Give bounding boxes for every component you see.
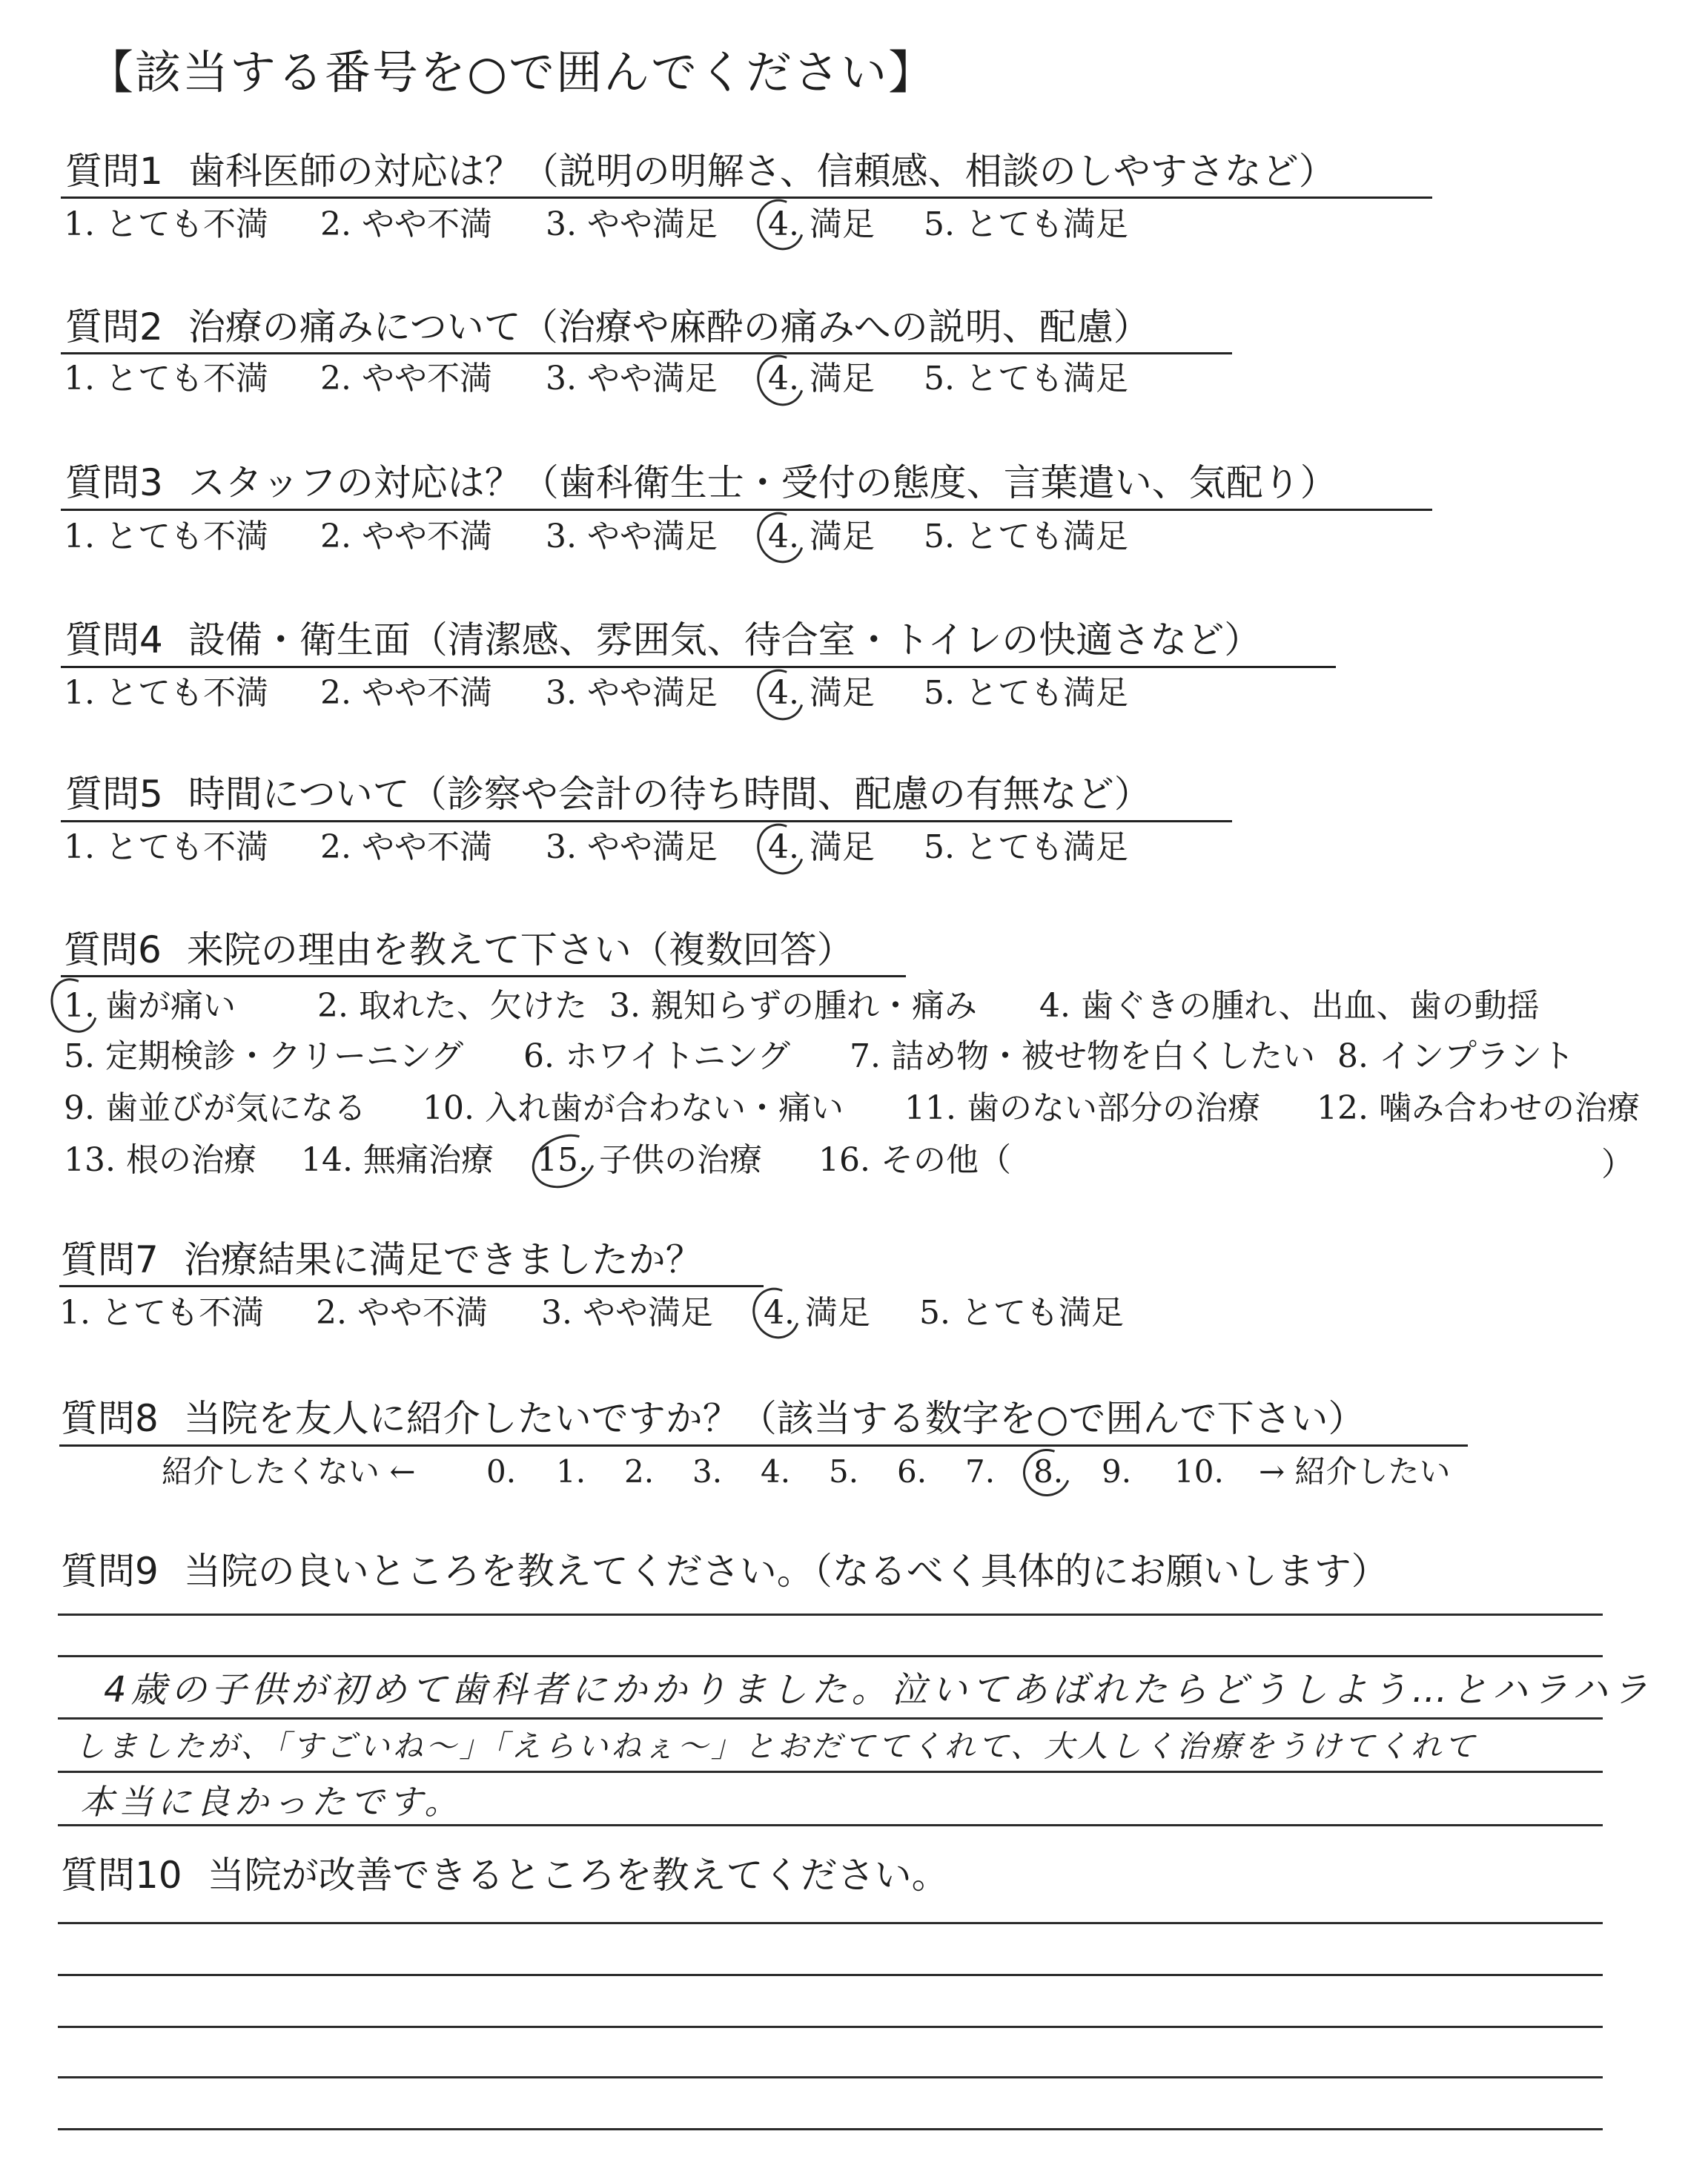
question-6-text: 来院の理由を教えて下さい（複数回答） [186, 928, 854, 971]
question-2-label: 質問2 [65, 305, 163, 349]
q10-answer-line-4 [58, 2076, 1603, 2078]
question-2-underline [61, 352, 1232, 354]
q4-option-2[interactable]: 2. やや不満 [320, 674, 492, 712]
q8-score-0[interactable]: 0. [486, 1453, 517, 1490]
q6-option-2[interactable]: 2. 取れた、欠けた [317, 987, 587, 1025]
question-9-label: 質問9 [61, 1550, 159, 1593]
question-1-text: 歯科医師の対応は？（説明の明解さ、信頼感、相談のしやすさなど） [188, 150, 1336, 193]
q1-option-2[interactable]: 2. やや不満 [320, 205, 492, 243]
question-10-text: 当院が改善できるところを教えてください。 [207, 1854, 949, 1897]
question-5-label: 質問5 [65, 773, 163, 816]
q9-answer-text-2: しましたが、「すごいね～」「えらいねぇ～」とおだててくれて、大人しく治療をうけてくれて [74, 1728, 1478, 1764]
q5-selected-circle [749, 816, 812, 882]
q3-option-5[interactable]: 5. とても満足 [924, 518, 1128, 555]
q7-selected-circle [744, 1280, 808, 1347]
q7-option-4[interactable]: 4. 満足 [764, 1294, 870, 1332]
q10-answer-line-2 [58, 1974, 1603, 1976]
q6-option-6[interactable]: 6. ホワイトニング [523, 1037, 791, 1075]
question-8-underline [59, 1444, 1468, 1447]
q3-option-2[interactable]: 2. やや不満 [320, 518, 492, 555]
q9-answer-line-2 [58, 1655, 1603, 1657]
q6-selected-circle-1 [42, 971, 106, 1040]
q8-score-7[interactable]: 7. [965, 1453, 996, 1490]
q1-option-3[interactable]: 3. やや満足 [546, 205, 718, 243]
q9-answer-line-4 [58, 1771, 1603, 1773]
question-7-underline [59, 1285, 764, 1287]
q10-answer-line-1 [58, 1922, 1603, 1924]
q2-option-3[interactable]: 3. やや満足 [546, 360, 718, 397]
q6-option-11[interactable]: 11. 歯のない部分の治療 [904, 1089, 1260, 1127]
q5-option-4[interactable]: 4. 満足 [768, 828, 875, 866]
question-7-label: 質問7 [61, 1238, 159, 1281]
q9-answer-line-3 [58, 1717, 1603, 1720]
page-header: 【該当する番号を○で囲んでください】 [87, 45, 936, 99]
q7-option-3[interactable]: 3. やや満足 [541, 1294, 713, 1332]
q6-option-12[interactable]: 12. 噛み合わせの治療 [1317, 1089, 1640, 1127]
q9-answer-text-1: 4歳の子供が初めて歯科者にかかりました。泣いてあばれたらどうしよう…とハラハラ [104, 1669, 1652, 1711]
question-5 [65, 771, 1151, 817]
q1-selected-circle [749, 191, 812, 258]
q2-option-1[interactable]: 1. とても不満 [64, 360, 268, 397]
question-9-text: 当院の良いところを教えてください。（なるべく具体的にお願いします） [183, 1550, 1388, 1593]
q6-option-4[interactable]: 4. 歯ぐきの腫れ、出血、歯の動揺 [1039, 987, 1540, 1025]
q5-option-1[interactable]: 1. とても不満 [64, 828, 268, 866]
question-8-label: 質問8 [61, 1397, 159, 1440]
q3-option-4[interactable]: 4. 満足 [768, 518, 875, 555]
question-1-underline [61, 196, 1432, 199]
question-10 [61, 1852, 949, 1898]
q8-score-4[interactable]: 4. [761, 1453, 791, 1490]
q2-option-4[interactable]: 4. 満足 [768, 360, 875, 397]
q4-option-3[interactable]: 3. やや満足 [546, 674, 718, 712]
question-6-label: 質問6 [64, 928, 162, 971]
question-3 [65, 460, 1337, 506]
q6-option-9[interactable]: 9. 歯並びが気になる [64, 1089, 366, 1127]
q7-option-1[interactable]: 1. とても不満 [59, 1294, 264, 1332]
question-4-underline [61, 666, 1336, 668]
q6-option-15[interactable]: 15. 子供の治療 [537, 1141, 762, 1179]
q1-option-5[interactable]: 5. とても満足 [924, 205, 1128, 243]
q6-other-close-paren: ） [1601, 1146, 1634, 1183]
q8-score-1[interactable]: 1. [556, 1453, 586, 1490]
q1-option-1[interactable]: 1. とても不満 [64, 205, 268, 243]
q8-score-2[interactable]: 2. [624, 1453, 655, 1490]
question-7-text: 治療結果に満足できましたか？ [183, 1238, 703, 1281]
q3-option-1[interactable]: 1. とても不満 [64, 518, 268, 555]
q5-option-3[interactable]: 3. やや満足 [546, 828, 718, 866]
question-3-label: 質問3 [65, 461, 163, 504]
q8-right-label: → 紹介したい [1259, 1453, 1451, 1490]
q6-option-1[interactable]: 1. 歯が痛い [64, 987, 236, 1025]
q5-option-2[interactable]: 2. やや不満 [320, 828, 492, 866]
q2-option-2[interactable]: 2. やや不満 [320, 360, 492, 397]
q6-option-3[interactable]: 3. 親知らずの腫れ・痛み [609, 987, 977, 1025]
question-2-text: 治療の痛みについて（治療や麻酔の痛みへの説明、配慮） [188, 305, 1151, 349]
q8-score-10[interactable]: 10. [1174, 1453, 1224, 1490]
question-8-text: 当院を友人に紹介したいですか？（該当する数字を○で囲んで下さい） [183, 1397, 1366, 1440]
question-5-underline [61, 820, 1232, 822]
question-1-label: 質問1 [65, 150, 163, 193]
q6-option-14[interactable]: 14. 無痛治療 [301, 1141, 494, 1179]
question-4-text: 設備・衛生面（清潔感、雰囲気、待合室・トイレの快適さなど） [188, 618, 1262, 661]
question-6 [64, 927, 854, 973]
q4-option-5[interactable]: 5. とても満足 [924, 674, 1128, 712]
question-3-text: スタッフの対応は？（歯科衛生士・受付の態度、言葉遣い、気配り） [188, 461, 1337, 504]
question-10-label: 質問10 [61, 1854, 182, 1897]
q8-score-9[interactable]: 9. [1102, 1453, 1132, 1490]
question-2 [65, 304, 1151, 350]
q4-option-1[interactable]: 1. とても不満 [64, 674, 268, 712]
q6-selected-circle-15 [523, 1124, 605, 1198]
q9-answer-line-5 [58, 1824, 1603, 1826]
q9-answer-text-3: 本当に良かったです。 [80, 1782, 463, 1822]
q8-left-label: 紹介したくない ← [162, 1453, 416, 1490]
question-4 [65, 617, 1261, 663]
q7-option-5[interactable]: 5. とても満足 [919, 1294, 1124, 1332]
q6-option-16[interactable]: 16. その他（ [818, 1141, 1011, 1179]
q1-option-4[interactable]: 4. 満足 [768, 205, 875, 243]
q4-option-4[interactable]: 4. 満足 [768, 674, 875, 712]
q2-selected-circle [749, 347, 812, 414]
q8-score-8[interactable]: 8. [1033, 1453, 1064, 1490]
q10-answer-line-3 [58, 2026, 1603, 2028]
q6-option-7[interactable]: 7. 詰め物・被せ物を白くしたい [850, 1037, 1315, 1075]
question-5-text: 時間について（診察や会計の待ち時間、配慮の有無など） [188, 773, 1151, 816]
q3-selected-circle [749, 504, 812, 571]
q6-option-5[interactable]: 5. 定期検診・クリーニング [64, 1037, 464, 1075]
question-6-underline [61, 975, 906, 977]
q3-option-3[interactable]: 3. やや満足 [546, 518, 718, 555]
q6-option-13[interactable]: 13. 根の治療 [64, 1141, 256, 1179]
q8-selected-circle [1015, 1441, 1078, 1504]
question-7 [61, 1237, 703, 1283]
question-4-label: 質問4 [65, 618, 163, 661]
question-1 [65, 148, 1336, 194]
question-3-underline [61, 509, 1432, 511]
q6-option-10[interactable]: 10. 入れ歯が合わない・痛い [423, 1089, 844, 1127]
q9-answer-line-1 [58, 1614, 1603, 1616]
q2-option-5[interactable]: 5. とても満足 [924, 360, 1128, 397]
q6-option-8[interactable]: 8. インプラント [1337, 1037, 1575, 1075]
q7-option-2[interactable]: 2. やや不満 [316, 1294, 488, 1332]
q5-option-5[interactable]: 5. とても満足 [924, 828, 1128, 866]
q8-score-3[interactable]: 3. [692, 1453, 723, 1490]
q8-score-6[interactable]: 6. [897, 1453, 927, 1490]
q8-score-5[interactable]: 5. [829, 1453, 859, 1490]
question-8 [61, 1396, 1365, 1441]
q10-answer-line-5 [58, 2128, 1603, 2130]
q4-selected-circle [749, 661, 812, 728]
question-9 [61, 1548, 1388, 1594]
